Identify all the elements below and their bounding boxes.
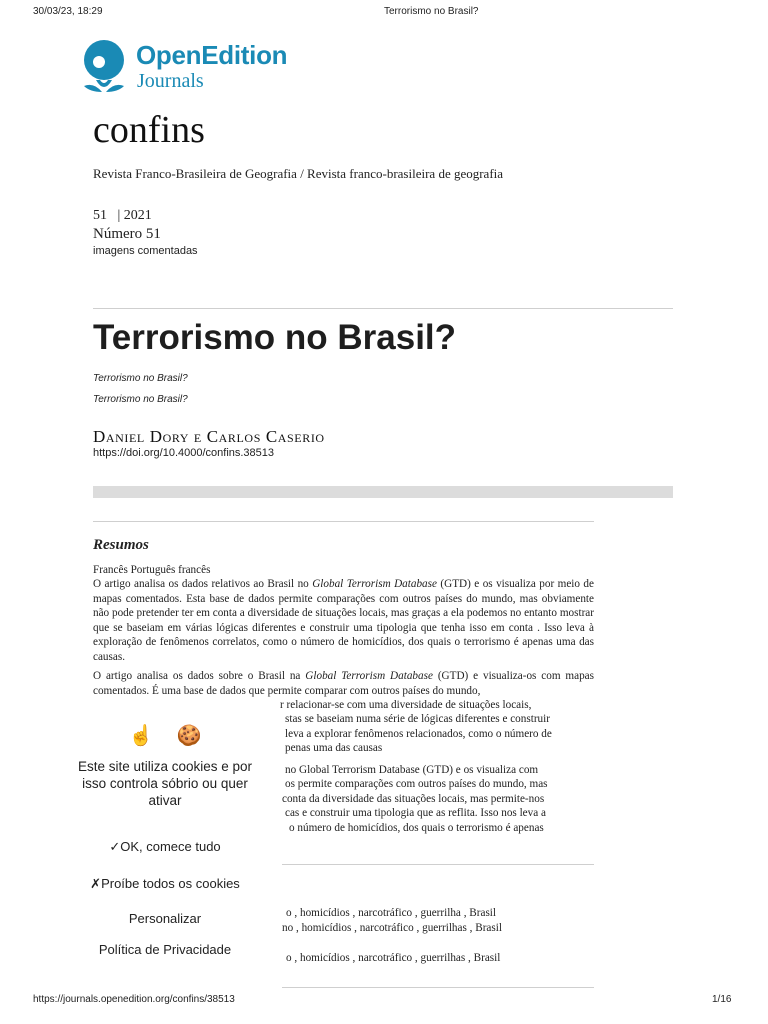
divider bbox=[93, 308, 673, 309]
abstract-2-gtd: Global Terrorism Database bbox=[305, 670, 433, 682]
openedition-logo-icon[interactable] bbox=[76, 36, 132, 96]
issue-type[interactable]: imagens comentadas bbox=[93, 245, 198, 257]
abstract-paragraph-2 bbox=[93, 669, 594, 698]
keywords-line[interactable]: no , homicídios , narcotráfico , guerrilhas , Brasil bbox=[282, 922, 502, 934]
logo-openedition-text[interactable]: OpenEdition bbox=[136, 40, 288, 70]
print-url: https://journals.openedition.org/confins/38513 bbox=[33, 994, 235, 1005]
abstracts-heading: Resumos bbox=[93, 537, 149, 553]
privacy-policy-link[interactable]: Política de Privacidade bbox=[98, 942, 232, 957]
issue-number[interactable]: Número 51 bbox=[93, 226, 161, 242]
abstract-1-gtd: Global Terrorism Database bbox=[312, 578, 437, 590]
divider bbox=[282, 987, 594, 988]
abstract-3-fragment: no Global Terrorism Database (GTD) e os visualiza com bbox=[285, 764, 539, 776]
cookie-banner-icons bbox=[56, 723, 274, 748]
abstract-2-fragment: penas uma das causas bbox=[285, 742, 383, 754]
abstract-2-text-b: (GTD) e visualiza-os com mapas comentados. É uma base de dados que permite comparar com outros países do mundo, bbox=[93, 670, 594, 697]
abstract-2-fragment: leva a explorar fenômenos relacionados, como o número de bbox=[285, 728, 552, 740]
abstract-3-fragment: cas e construir uma tipologia que as reflita. Isso nos leva a bbox=[285, 807, 546, 819]
abstract-3-fragment: o número de homicídios, dos quais o terrorismo é apenas bbox=[289, 822, 544, 834]
article-title: Terrorismo no Brasil? bbox=[93, 318, 457, 357]
point-up-icon: ☝ bbox=[128, 725, 154, 747]
abstract-languages[interactable]: Francês Português francês bbox=[93, 564, 211, 576]
journal-subtitle: Revista Franco-Brasileira de Geografia / Revista franco-brasileira de geografia bbox=[93, 166, 504, 181]
divider bbox=[93, 521, 594, 522]
abstract-3-fragment: conta da diversidade das situações locais, mas permite-nos bbox=[282, 793, 545, 805]
print-page-number: 1/16 bbox=[712, 994, 732, 1005]
abstract-1-text-a: O artigo analisa os dados relativos ao Brasil no bbox=[93, 578, 313, 590]
abstract-2-text-a: O artigo analisa os dados sobre o Brasil na bbox=[93, 670, 306, 682]
alt-title-2: Terrorismo no Brasil? bbox=[93, 394, 188, 405]
abstract-1-text-b: (GTD) e os visualiza por meio de mapas comentados. Esta base de dados permite comparações com outros países do mundo, mas obviamente não pode pretender ter em conta a diversidade de situações locais, mas graças a ela podemos no entanto mostrar que se baseiam em várias lógicas diferentes e construir uma tipologia que tenha isso em conta . Isso leva à exploração de fenômenos correlatos, como o número de homicídios, dos quais o terrorismo é apenas uma das causas. bbox=[93, 578, 594, 663]
article-authors[interactable]: Daniel Dory e Carlos Caserio bbox=[93, 427, 325, 446]
cookie-message: Este site utiliza cookies e por isso controla sóbrio ou quer ativar bbox=[77, 759, 253, 808]
abstract-2-fragment: r relacionar-se com uma diversidade de situações locais, bbox=[280, 699, 532, 711]
refuse-all-cookies-button[interactable]: ✗Proíbe todos os cookies bbox=[90, 876, 240, 891]
customize-cookies-button[interactable]: Personalizar bbox=[128, 911, 202, 926]
cookie-icon: 🍪 bbox=[176, 725, 202, 747]
logo-journals-text[interactable]: Journals bbox=[137, 70, 204, 92]
print-page-title: Terrorismo no Brasil? bbox=[384, 6, 479, 17]
abstract-paragraph-1 bbox=[93, 577, 594, 664]
keywords-line[interactable]: o , homicídios , narcotráfico , guerrilhas , Brasil bbox=[286, 952, 501, 964]
abstract-3-fragment: os permite comparações com outros países do mundo, mas bbox=[285, 778, 548, 790]
issue-volume-year[interactable]: 51 | 2021 bbox=[93, 208, 152, 223]
toolbar-bar bbox=[93, 486, 673, 498]
accept-all-cookies-button[interactable]: ✓OK, comece tudo bbox=[109, 839, 221, 854]
keywords-line[interactable]: o , homicídios , narcotráfico , guerrilha , Brasil bbox=[286, 907, 497, 919]
doi-link[interactable]: https://doi.org/10.4000/confins.38513 bbox=[93, 447, 275, 459]
print-datetime: 30/03/23, 18:29 bbox=[33, 6, 103, 17]
journal-title[interactable]: confins bbox=[93, 109, 205, 151]
cookie-banner bbox=[56, 705, 274, 995]
divider bbox=[282, 864, 594, 865]
abstract-2-fragment: stas se baseiam numa série de lógicas diferentes e construir bbox=[285, 713, 550, 725]
alt-title-1: Terrorismo no Brasil? bbox=[93, 373, 188, 384]
